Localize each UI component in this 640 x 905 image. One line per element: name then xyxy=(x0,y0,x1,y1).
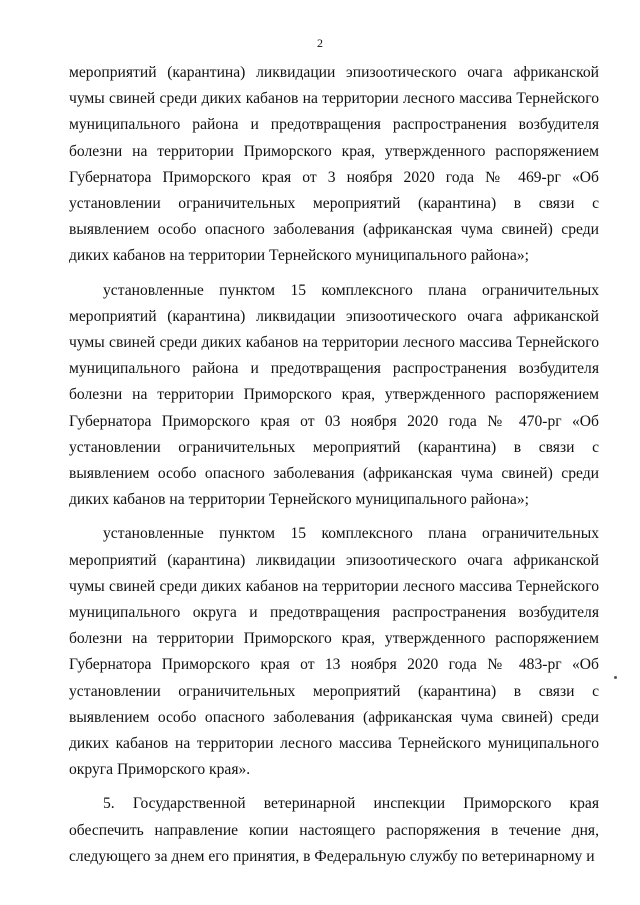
document-body xyxy=(69,60,599,870)
paragraph-continuation-469-rg: мероприятий (карантина) ликвидации эпизоотического очага африканской чумы свиней среди диких кабанов на территории лесного массива Тернейского муниципального района и предотвращения распространения возбудителя болезни на территории Приморского края, утвержденного распоряжением Губернатора Приморского края от 3 ноября 2020 года № 469-рг «Об установлении ограничительных мероприятий (карантина) в связи с выявлением особо опасного заболевания (африканская чума свиней) среди диких кабанов на территории Тернейского муниципального района»; xyxy=(69,64,599,265)
page-number: 2 xyxy=(317,36,323,50)
paragraph-470-rg: установленные пунктом 15 комплексного плана ограничительных мероприятий (карантина) ликвидации эпизоотического очага африканской чумы свиней среди диких кабанов на территории лесного массива Тернейского муниципального района и предотвращения распространения возбудителя болезни на территории Приморского края, утвержденного распоряжением Губернатора Приморского края от 03 ноября 2020 года № 470-рг «Об установлении ограничительных мероприятий (карантина) в связи с выявлением особо опасного заболевания (африканская чума свиней) среди диких кабанов на территории Тернейского муниципального района»; xyxy=(69,281,599,509)
paragraph-483-rg: установленные пунктом 15 комплексного плана ограничительных мероприятий (карантина) ликвидации эпизоотического очага африканской чумы свиней среди диких кабанов на территории лесного массива Тернейского муниципального округа и предотвращения распространения возбудителя болезни на территории Приморского края, утвержденного распоряжением Губернатора Приморского края от 13 ноября 2020 года № 483-рг «Об установлении ограничительных мероприятий (карантина) в связи с выявлением особо опасного заболевания (африканская чума свиней) среди диких кабанов на территории лесного массива Тернейского муниципального округа Приморского края». xyxy=(69,525,599,779)
paragraph-item-5: 5. Государственной ветеринарной инспекции Приморского края обеспечить направление копии настоящего распоряжения в течение дня, следующего за днем его принятия, в Федеральную службу по ветеринарному и xyxy=(69,795,599,865)
scan-artifact-dot xyxy=(614,676,617,679)
